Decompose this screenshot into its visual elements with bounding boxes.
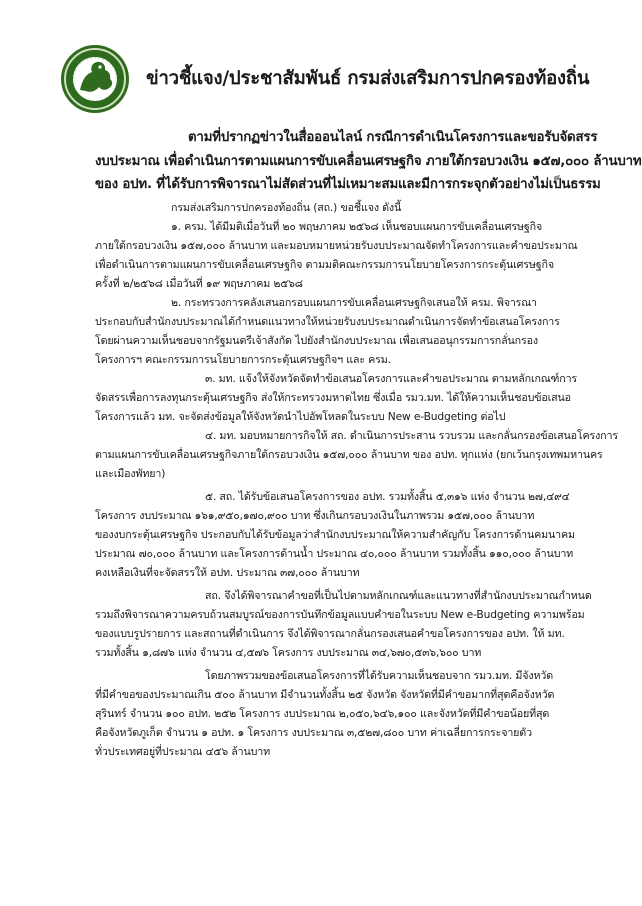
document-body — [95, 198, 618, 761]
paragraph-line: ตามแผนการขับเคลื่อนเศรษฐกิจภายใต้กรอบวงเงิน ๑๕๗,๐๐๐ ล้านบาท ของ อปท. ทุกแห่ง (ยกเว้นกรุงเทพมหานคร — [95, 448, 603, 461]
paragraph-line: รวมทั้งสิ้น ๑,๘๗๖ แห่ง จำนวน ๔,๕๗๖ โครงการ งบประมาณ ๓๔,๖๗๐,๕๓๖,๖๐๐ บาท — [95, 646, 482, 659]
paragraph-line: คือจังหวัดภูเก็ต จำนวน ๑ อปท. ๑ โครงการ งบประมาณ ๓,๕๒๗,๘๐๐ บาท ค่าเฉลี่ยการกระจายตัว — [95, 726, 532, 739]
paragraph-line: โครงการฯ คณะกรรมการนโยบายการกระตุ้นเศรษฐกิจฯ และ ครม. — [95, 353, 391, 366]
headline-line: ของ อปท. ที่ได้รับการพิจารณาไม่สัดส่วนที่ไม่เหมาะสมและมีการกระจุกตัวอย่างไม่เป็นธรรม — [95, 177, 601, 192]
paragraph-line: คงเหลือเงินที่จะจัดสรรให้ อปท. ประมาณ ๓๗,๐๐๐ ล้านบาท — [95, 566, 360, 579]
paragraph-line: ประมาณ ๗๐,๐๐๐ ล้านบาท และโครงการด้านน้ำ ประมาณ ๔๐,๐๐๐ ล้านบาท รวมทั้งสิ้น ๑๑๐,๐๐๐ ล้านบาท — [95, 547, 574, 560]
paragraph-line: ทั่วประเทศอยู่ที่ประมาณ ๔๕๖ ล้านบาท — [95, 745, 270, 758]
organization-title: ข่าวชี้แจง/ประชาสัมพันธ์ กรมส่งเสริมการปกครองท้องถิ่น — [146, 68, 590, 89]
paragraph-line: ๕. สถ. ได้รับข้อเสนอโครงการของ อปท. รวมทั้งสิ้น ๕,๓๑๖ แห่ง จำนวน ๒๗,๔๙๔ — [205, 490, 570, 503]
paragraph-item-5 — [95, 487, 575, 582]
paragraph-line: ของงบกระตุ้นเศรษฐกิจ ประกอบกับได้รับข้อมูลว่าสำนักงบประมาณให้ความสำคัญกับ โครงการด้านคมนาคม — [95, 528, 575, 541]
headline-line: ตามที่ปรากฏข่าวในสื่อออนไลน์ กรณีการดำเนินโครงการและขอรับจัดสรร — [188, 130, 598, 145]
paragraph-line: ที่มีคำขอของประมาณเกิน ๕๐๐ ล้านบาท มีจำนวนทั้งสิ้น ๒๕ จังหวัด จังหวัดที่มีคำขอมากที่สุดคือจังหวัด — [95, 688, 555, 701]
paragraph-line: โครงการแล้ว มท. จะจัดส่งข้อมูลให้จังหวัดนำไปอัพโหลดในระบบ New e-Budgeting ต่อไป — [95, 410, 506, 423]
paragraph-line: สุรินทร์ จำนวน ๑๐๐ อปท. ๒๕๒ โครงการ งบประมาณ ๒,๐๕๐,๖๔๖,๑๐๐ และจังหวัดที่มีคำขอน้อยที่สุด — [95, 707, 550, 720]
paragraph-line: ๔. มท. มอบหมายการกิจให้ สถ. ดำเนินการประสาน รวบรวม และกลั่นกรองข้อเสนอโครงการ — [205, 429, 618, 442]
paragraph-line: จัดสรรเพื่อการลงทุนกระตุ้นเศรษฐกิจ ส่งให้กระทรวงมหาดไทย ซึ่งเมื่อ รมว.มท. ได้ให้ความเห็นชอบข้อเสนอ — [95, 391, 571, 404]
dla-lion-emblem-icon — [60, 44, 130, 114]
paragraph-line: รวมถึงพิจารณาความครบถ้วนสมบูรณ์ของการบันทึกข้อมูลแบบคำขอในระบบ New e-Budgeting ความพร้อม — [95, 608, 585, 621]
paragraph-line: ครั้งที่ ๒/๒๕๖๘ เมื่อวันที่ ๑๙ พฤษภาคม ๒๕๖๘ — [95, 277, 303, 290]
paragraph-line: ๓. มท. แจ้งให้จังหวัดจัดทำข้อเสนอโครงการและคำขอประมาณ ตามหลักเกณฑ์การ — [205, 372, 578, 385]
paragraph-line: สถ. จึงได้พิจารณาคำขอที่เป็นไปตามหลักเกณฑ์และแนวทางที่สำนักงบประมาณกำหนด — [205, 589, 592, 602]
paragraph-line: ๑. ครม. ได้มีมติเมื่อวันที่ ๒๐ พฤษภาคม ๒๕๖๘ เห็นชอบแผนการขับเคลื่อนเศรษฐกิจ — [171, 220, 543, 233]
paragraph-line: ของแบบรูปรายการ และสถานที่ดำเนินการ จึงได้พิจารณากลั่นกรองเสนอคำขอโครงการของ อปท. ให้ มท. — [95, 627, 565, 640]
intro-paragraph: กรมส่งเสริมการปกครองท้องถิ่น (สถ.) ขอชี้แจง ดังนี้ — [171, 201, 402, 214]
paragraph-item-3 — [95, 369, 578, 426]
paragraph-item-4 — [95, 426, 618, 483]
paragraph-line: และเมืองพัทยา) — [95, 467, 166, 480]
paragraph-line: โดยผ่านความเห็นชอบจากรัฐมนตรีเจ้าสังกัด ไปยังสำนักงบประมาณ เพื่อเสนออนุกรรมการกลั่นกรอง — [95, 334, 538, 347]
paragraph-item-6 — [95, 586, 592, 662]
headline-line: งบประมาณ เพื่อดำเนินการตามแผนการขับเคลื่อนเศรษฐกิจ ภายใต้กรอบวงเงิน ๑๕๗,๐๐๐ ล้านบาท — [95, 153, 642, 169]
paragraph-item-1 — [95, 217, 578, 293]
paragraph-item-2 — [95, 293, 565, 369]
paragraph-line: ภายใต้กรอบวงเงิน ๑๕๗,๐๐๐ ล้านบาท และมอบหมายหน่วยรับงบประมาณจัดทำโครงการและคำขอประมาณ — [95, 239, 578, 252]
document-header — [60, 44, 600, 114]
paragraph-item-7 — [95, 666, 565, 761]
paragraph-line: โดยภาพรวมของข้อเสนอโครงการที่ได้รับความเห็นชอบจาก รมว.มท. มีจังหวัด — [205, 669, 554, 682]
paragraph-line: ๒. กระทรวงการคลังเสนอกรอบแผนการขับเคลื่อนเศรษฐกิจเสนอให้ ครม. พิจารณา — [171, 296, 537, 309]
paragraph-line: โครงการ งบประมาณ ๑๖๑,๙๕๐,๑๗๐,๙๐๐ บาท ซึ่งเกินกรอบวงเงินในภาพรวม ๑๕๗,๐๐๐ ล้านบาท — [95, 509, 535, 522]
paragraph-line: ประกอบกับสำนักงบประมาณได้กำหนดแนวทางให้หน่วยรับงบประมาณดำเนินการจัดทำข้อเสนอโครงการ — [95, 315, 560, 328]
news-headline — [95, 126, 642, 197]
paragraph-line: เพื่อดำเนินการตามแผนการขับเคลื่อนเศรษฐกิจ ตามมติคณะกรรมการนโยบายโครงการกระตุ้นเศรษฐกิจ — [95, 258, 554, 271]
